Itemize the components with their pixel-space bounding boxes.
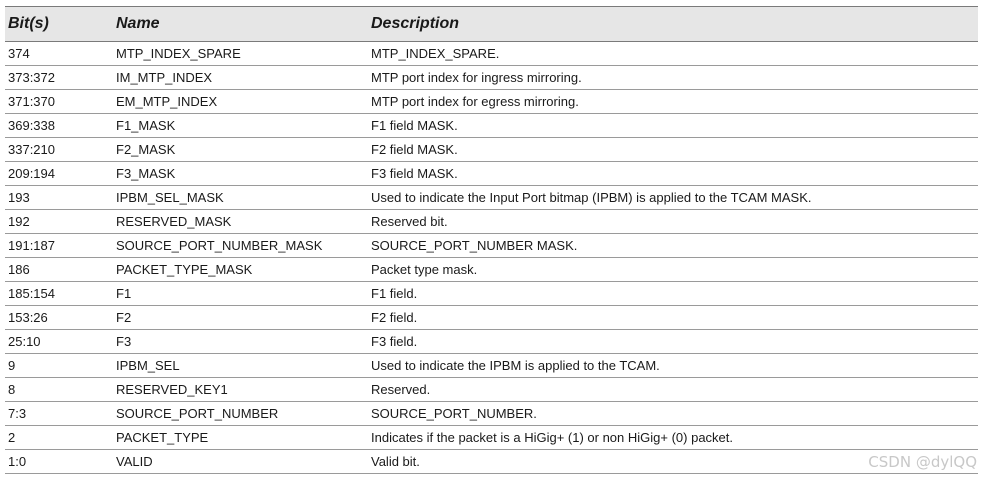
cell-bits: 371:370	[5, 90, 113, 114]
table-row	[5, 138, 978, 162]
cell-name: F3_MASK	[113, 162, 368, 186]
cell-description: F2 field.	[368, 306, 978, 330]
table-row	[5, 354, 978, 378]
table-body	[5, 42, 978, 474]
cell-description: MTP_INDEX_SPARE.	[368, 42, 978, 66]
cell-description: SOURCE_PORT_NUMBER.	[368, 402, 978, 426]
cell-description: SOURCE_PORT_NUMBER MASK.	[368, 234, 978, 258]
header-bits: Bit(s)	[5, 7, 113, 42]
cell-description: MTP port index for ingress mirroring.	[368, 66, 978, 90]
table-row	[5, 66, 978, 90]
cell-bits: 373:372	[5, 66, 113, 90]
table-row	[5, 90, 978, 114]
cell-description: Indicates if the packet is a HiGig+ (1) or non HiGig+ (0) packet.	[368, 426, 978, 450]
table-row	[5, 114, 978, 138]
cell-name: PACKET_TYPE_MASK	[113, 258, 368, 282]
header-name: Name	[113, 7, 368, 42]
cell-description: Reserved bit.	[368, 210, 978, 234]
table-row	[5, 186, 978, 210]
cell-bits: 1:0	[5, 450, 113, 474]
cell-bits: 193	[5, 186, 113, 210]
cell-name: IM_MTP_INDEX	[113, 66, 368, 90]
cell-bits: 191:187	[5, 234, 113, 258]
cell-description: F1 field.	[368, 282, 978, 306]
cell-name: RESERVED_KEY1	[113, 378, 368, 402]
cell-name: F1_MASK	[113, 114, 368, 138]
table-row	[5, 450, 978, 474]
cell-description: F3 field.	[368, 330, 978, 354]
table-row	[5, 306, 978, 330]
table-row	[5, 234, 978, 258]
cell-name: PACKET_TYPE	[113, 426, 368, 450]
cell-bits: 153:26	[5, 306, 113, 330]
cell-bits: 186	[5, 258, 113, 282]
cell-bits: 185:154	[5, 282, 113, 306]
cell-name: SOURCE_PORT_NUMBER_MASK	[113, 234, 368, 258]
cell-name: IPBM_SEL_MASK	[113, 186, 368, 210]
cell-bits: 209:194	[5, 162, 113, 186]
cell-bits: 7:3	[5, 402, 113, 426]
cell-name: SOURCE_PORT_NUMBER	[113, 402, 368, 426]
cell-bits: 192	[5, 210, 113, 234]
register-field-table-container	[5, 6, 978, 474]
cell-name: EM_MTP_INDEX	[113, 90, 368, 114]
cell-description: MTP port index for egress mirroring.	[368, 90, 978, 114]
register-field-table	[5, 6, 978, 474]
cell-description: Valid bit.	[368, 450, 978, 474]
cell-name: RESERVED_MASK	[113, 210, 368, 234]
cell-bits: 8	[5, 378, 113, 402]
table-row	[5, 210, 978, 234]
cell-name: F2	[113, 306, 368, 330]
table-row	[5, 258, 978, 282]
cell-description: Packet type mask.	[368, 258, 978, 282]
cell-name: MTP_INDEX_SPARE	[113, 42, 368, 66]
cell-description: F1 field MASK.	[368, 114, 978, 138]
cell-description: Reserved.	[368, 378, 978, 402]
header-description: Description	[368, 7, 978, 42]
cell-name: F1	[113, 282, 368, 306]
cell-description: F3 field MASK.	[368, 162, 978, 186]
cell-description: Used to indicate the Input Port bitmap (IPBM) is applied to the TCAM MASK.	[368, 186, 978, 210]
watermark: CSDN @dylQQ	[868, 453, 977, 471]
cell-bits: 369:338	[5, 114, 113, 138]
table-row	[5, 330, 978, 354]
table-row	[5, 162, 978, 186]
cell-name: VALID	[113, 450, 368, 474]
cell-bits: 374	[5, 42, 113, 66]
cell-bits: 9	[5, 354, 113, 378]
cell-bits: 25:10	[5, 330, 113, 354]
cell-name: F3	[113, 330, 368, 354]
cell-description: F2 field MASK.	[368, 138, 978, 162]
cell-description: Used to indicate the IPBM is applied to the TCAM.	[368, 354, 978, 378]
cell-bits: 337:210	[5, 138, 113, 162]
table-row	[5, 42, 978, 66]
table-row	[5, 426, 978, 450]
table-row	[5, 282, 978, 306]
cell-name: IPBM_SEL	[113, 354, 368, 378]
header-row	[5, 7, 978, 42]
table-row	[5, 378, 978, 402]
cell-name: F2_MASK	[113, 138, 368, 162]
cell-bits: 2	[5, 426, 113, 450]
table-row	[5, 402, 978, 426]
table-header	[5, 7, 978, 42]
